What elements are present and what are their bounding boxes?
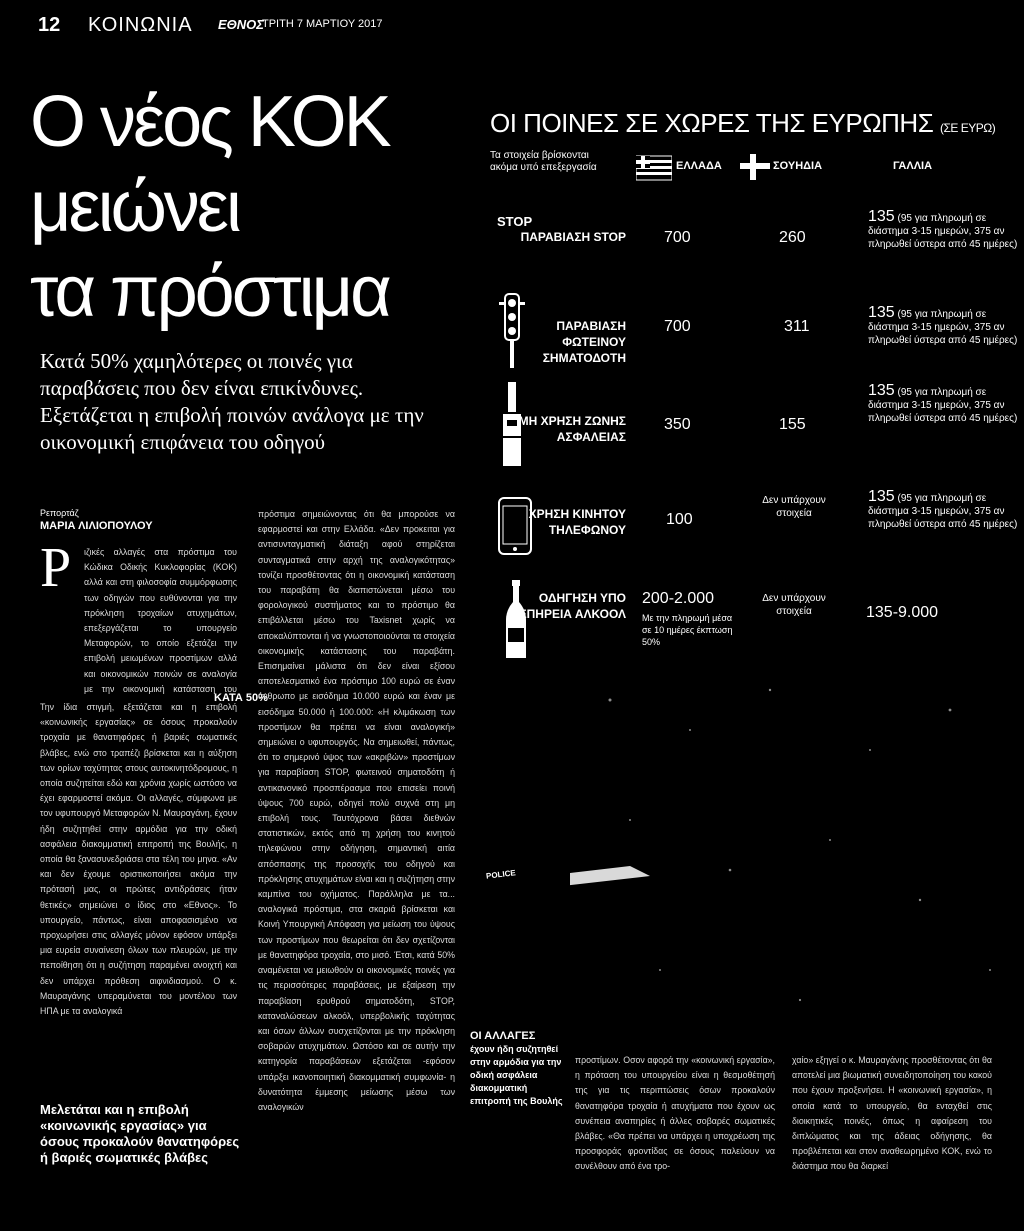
police-photo (570, 670, 1010, 1040)
greece-value-traffic-light: 700 (664, 318, 691, 335)
sweden-value-seatbelt: 155 (779, 416, 806, 433)
stop-sign-icon: STOP (497, 214, 533, 229)
sweden-value-phone: Δεν υπάρχουν στοιχεία (762, 495, 826, 519)
greece-note-alcohol: Με την πληρωμή μέσα σε 10 ημέρες έκπτωση 50% (642, 613, 733, 647)
greece-value-phone: 100 (666, 511, 693, 528)
page-number: 12 (38, 14, 61, 36)
column-1-intro: ιζικές αλλαγές στα πρόστιμα του Κώδικα Οδικής Κυκλοφορίας (ΚΟΚ) αλλά και στη φιλοσοφία συμμόρφωσης των οδηγών που ευθύνονται για την πρόκληση τροχαίων ατυχημάτων, επεξεργάζεται το υπουργείο Μεταφορών, το οποίο εξετάζει την επιβολή μειωμένων προστίμων αλλά και οικονομικών ποινών σε αναλογία με την οικονομική κατάσταση του (84, 547, 237, 694)
kata-label: ΚΑΤΑ 50% (214, 692, 268, 704)
greece-value-stop: 700 (664, 229, 691, 246)
column-3: προστίμων. Οσον αφορά την «κοινωνική εργασία», η πρόταση του υπουργείου είναι η θεσμοθέτησή της για τις περιπτώσεις όσων προκαλούν θανατηφόρα τροχαία ή ατυχήματα που έχουν ως συνέπεια αναπηρίες ή άλλες σοβαρές σωματικές βλάβες. «Θα πρέπει να υπάρχει η υποχρέωση της προσφοράς φροντίδας σε όσους παλεύουν να συνέλθουν από ένα τρο- (575, 1055, 775, 1172)
headline-line-3: τα πρόστιμα (30, 252, 389, 332)
table-note: Τα στοιχεία βρίσκονται ακόμα υπό επεξεργασία (490, 150, 597, 173)
france-value-phone: 135 (95 για πληρωμή σε διάστημα 3-15 ημερών, 375 αν πληρωθεί ύστερα από 45 ημέρες) (868, 488, 1018, 530)
row-label-traffic-light: ΠΑΡΑΒΙΑΣΗ ΦΩΤΕΙΝΟΥ ΣΗΜΑΤΟΔΟΤΗ (542, 319, 626, 365)
france-value-stop: 135 (95 για πληρωμή σε διάστημα 3-15 ημερών, 375 αν πληρωθεί ύστερα από 45 ημέρες) (868, 208, 1018, 250)
country-sweden: ΣΟΥΗΔΙΑ (773, 160, 823, 172)
row-label-phone: ΧΡΗΣΗ ΚΙΝΗΤΟΥ ΤΗΛΕΦΩΝΟΥ (528, 507, 626, 537)
greek-flag-icon (636, 154, 672, 182)
table-title: ΟΙ ΠΟΙΝΕΣ ΣΕ ΧΩΡΕΣ ΤΗΣ ΕΥΡΩΠΗΣ (ΣΕ ΕΥΡΩ) (490, 108, 996, 138)
row-label-stop: ΠΑΡΑΒΙΑΣΗ STOP (520, 230, 626, 244)
headline-line-2: μειώνει (30, 167, 239, 247)
country-france: ΓΑΛΛΙΑ (893, 160, 933, 172)
column-2: πρόστιμα σημειώνοντας ότι θα μπορούσε να εφαρμοστεί και στην Ελλάδα. «Δεν προκειται για αντισυνταγματική διάταξη αφού στηρίζεται συνταγματικά στην αρχή της αναλογικότητας» τονίζει προσθέτοντας ότι η οικονομική κατάσταση του παραβάτη θα διαπιστώνεται μέσω του φορολογικού συστήματος και το πρόστιμο θα επιβάλλεται μέσω του Taxisnet χωρίς να αποκαλύπτονται ή να γνωστοποιούνται τα στοιχεία οικονομικής κατάστασης του παραβάτη. Επισημαίνει μάλιστα ότι δεν είναι εξίσου αποτελεσματικό ένα πρόστιμο 100 ευρώ σε έναν άνθρωπο με εισόδημα 10.000 ευρώ και έναν με εισόδημα 50.000 ή 100.000: «Η κλιμάκωση των προστίμων θα πρέπει να είναι αναλογική» σημειώνει ο υφυπουργός. Να σημειωθεί, πάντως, ότι το σημερινό ύψος των «ακριβών» προστίμων για παραβίαση STOP, φωτεινού σηματοδότη ή αντικανονικό προσπέρασμα που επισείει ποινή ύψους 700 ευρώ, οδηγεί πολύ συχνά στη μη επιβολή τους. Ταυτόχρονα βάσει διεθνών στατιστικών, εκτός από τη χρήση του κινητού τηλεφώνου στην οδήγηση, σημαντική αιτία απόσπασης της προσοχής του οδηγού και πρόκλησης ατυχημάτων είναι και η συζήτηση στην καμπίνα του οχήματος. Παράλληλα με τα... αναλογικά πρόστιμα, στα σκαριά βρίσκεται και Κοινή Υπουργική Απόφαση για μείωση του ύψους των προστίμων που θεωρείται ότι δεν σχετίζονται με θανατηφόρα τροχαία, στο μισό. Έτσι, κατά 50% αναμένεται να μειωθούν οι οικονομικές ποινές για τις περισσότερες παραβάσεις, με εξαίρεση την παραβίαση ερυθρού σηματοδότη, STOP, καταναλώσεων αλκοόλ, υπερβολικής ταχύτητας και όσων άλλων συσχετίζονται με την πρόκληση σοβαρών ατυχημάτων. Ωστόσο και σε αυτήν την κατηγορία παραβάσεων εξετάζεται -εφόσον υπάρξει ικανοποιητική διακομματική συμφωνία- η δυνατότητα έμμεσης μείωσης μέσω των αναλογικών (258, 509, 455, 1112)
row-label-alcohol: ΟΔΗΓΗΣΗ ΥΠΟ ΕΠΗΡΕΙΑ ΑΛΚΟΟΛ (518, 591, 626, 621)
newspaper-brand: ΕΘΝΟΣ (218, 17, 264, 32)
swedish-flag-icon (740, 154, 770, 180)
country-greece: ΕΛΛΑΔΑ (676, 160, 722, 172)
pull-quote: Μελετάται και η επιβολή «κοινωνικής εργασίας» για όσους προκαλούν θανατηφόρες ή βαριές σωματικές βλάβες (40, 1102, 240, 1165)
headline-line-1: Ο νέος ΚΟΚ (30, 82, 389, 162)
headline (30, 80, 389, 335)
issue-date: ΤΡΙΤΗ 7 ΜΑΡΤΙΟΥ 2017 (262, 18, 383, 30)
column-1-body: Την ίδια στιγμή, εξετάζεται και η επιβολή «κοινωνικής εργασίας» σε όσους προκαλούν τροχαία με θανατηφόρες ή βαριές σωματικές βλάβες, ενώ στο τραπέζι βρίσκεται και η αύξηση των ορίων ταχύτητας στους αυτοκινητόδρομους, η οποία συζητείται εδώ και χρόνια χωρίς ωστόσο να έχει εφαρμοστεί ακόμα. Οι αλλαγές, σύμφωνα με τον υφυπουργό Μεταφορών Ν. Μαυραγάνη, έχουν ήδη συζητηθεί στην αρμόδια για την οδική ασφάλεια διακομματική επιτροπή της Βουλής, η οποία θα ξανασυνεδριάσει στα τέλη του μηνα. «Αν και δεν έχουμε οριστικοποιήσει ακόμα την πρότασή μας, οι πρώτες αντιδράσεις ήταν θετικές» σημειώνει ο ίδιος στο «Εθνος». Το υπουργείο, πάντως, είναι αποφασισμένο να προχωρήσει στις αλλαγές μόνον εφόσον υπάρξει μια ευρεία συναίνεση όλων των πλευρών, με την πεποίθηση ότι η συζήτηση παραμένει ανοιχτή και δεν υπάρχει πρόθεση αιφνιδιασμού. Ο κ. Μαυραγάνης υπεραμύνεται του μοντέλου των ΗΠΑ με τα αναλογικά (40, 702, 237, 1017)
greece-value-alcohol: 200-2.000 (642, 590, 715, 607)
byline-label: Ρεπορτάζ (40, 508, 79, 518)
sweden-value-traffic-light: 311 (784, 318, 810, 335)
sweden-value-stop: 260 (779, 229, 806, 246)
france-value-alcohol: 135-9.000 (866, 604, 939, 621)
byline-name: ΜΑΡΙΑ ΛΙΛΙΟΠΟΥΛΟΥ (40, 520, 153, 532)
greece-value-seatbelt: 350 (664, 416, 691, 433)
section-name: ΚΟΙΝΩΝΙΑ (88, 14, 193, 36)
sweden-value-alcohol: Δεν υπάρχουν στοιχεία (762, 593, 826, 617)
police-car-label: POLICE (485, 868, 517, 881)
side-note: ΟΙ ΑΛΛΑΓΕΣ έχουν ήδη συζητηθεί στην αρμόδια για την οδική ασφάλεια διακομματική επιτροπή της Βουλής (470, 1030, 563, 1106)
drop-cap: Ρ (40, 537, 72, 599)
column-4: χαίο» εξηγεί ο κ. Μαυραγάνης προσθέτοντας ότι θα αποτελεί μια βιωματική συνειδητοποίηση του κακού που έχουν προξενήσει. Η «κοινωνική εργασία», η οποία κατά το υπουργείο, θα ενταχθεί στις διοικητικές ποινές, όπως η αφαίρεση του διπλώματος και της άδειας οδήγησης, θα προβλέπεται και στον αναθεωρημένο ΚΟΚ, ενώ το διάστημα που θα διαρκεί (792, 1055, 992, 1172)
subtitle: Κατά 50% χαμηλότερες οι ποινές για παραβάσεις που δεν είναι επικίνδυνες. Εξετάζεται η επιβολή ποινών ανάλογα με την οικονομική επιφάνεια του οδηγού (40, 349, 424, 454)
table-title-unit: (ΣΕ ΕΥΡΩ) (940, 121, 996, 135)
france-value-seatbelt: 135 (95 για πληρωμή σε διάστημα 3-15 ημερών, 375 αν πληρωθεί ύστερα από 45 ημέρες) (868, 382, 1018, 424)
france-value-traffic-light: 135 (95 για πληρωμή σε διάστημα 3-15 ημερών, 375 αν πληρωθεί ύστερα από 45 ημέρες) (868, 304, 1018, 346)
row-label-seatbelt: ΜΗ ΧΡΗΣΗ ΖΩΝΗΣ ΑΣΦΑΛΕΙΑΣ (518, 414, 626, 444)
